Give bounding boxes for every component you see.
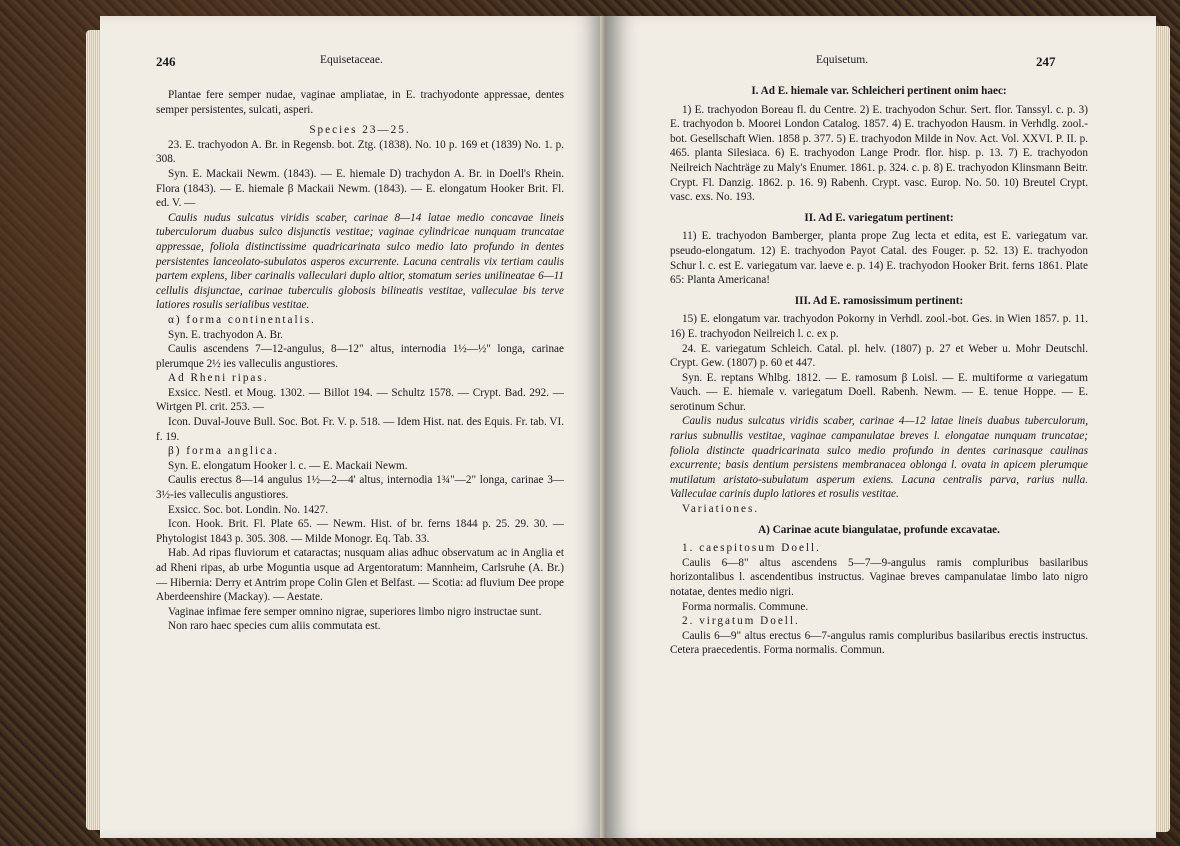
section-heading: II. Ad E. variegatum pertinent: [804,211,954,224]
right-running-head: Equisetum. [816,54,869,66]
section-heading: Species 23—25. [309,124,411,137]
paragraph: Caulis ascendens 7—12-angulus, 8—12" altus, internodia 1½—½" longa, carinae plerumque 2½ ies valleculis angustiores. [156,343,564,370]
paragraph: β) forma anglica. [168,445,279,458]
paragraph: 24. E. variegatum Schleich. Catal. pl. helv. (1807) p. 27 et Weber u. Mohr Deutschl. Crypt. Gew. (1807) p. 60 et 447. [670,342,1088,370]
paragraph: Caulis erectus 8—14 angulus 1½—2—4' altus, internodia 1¾"—2" longa, carinae 3—3½-ies valleculis angustiores. [156,474,564,502]
paragraph: Variationes. [682,503,760,516]
paragraph: Caulis nudus sulcatus viridis scaber, carinae 4—12 latae lineis duabus tuberculorum, rarius subnullis vestitae, vaginae campanulatae breves l. elongatae nunquam truncatae; foliola distincte quadricarinata sulco medio profundo in dentes carinasque caulinas excurrente; basis dentium persistens membranacea oblonga l. ovata in apicem plerumque mutilatum aristato-subulatum asperum exiens. Lacuna centralis parva, rarius nulla. Valleculae carinis duplo latiores et rosulis vestitae. [670,415,1088,501]
paragraph: 15) E. elongatum var. trachyodon Pokorny in Verhdl. zool.-bot. Ges. in Wien 1857. p. 11. 16) E. trachyodon Neilreich l. c. ex p. [670,313,1088,340]
paragraph: Caulis 6—9" altus erectus 6—7-angulus ramis compluribus basilaribus erectis instructus. Cetera praecedentis. Forma normalis. Commun. [670,629,1088,657]
paragraph: Icon. Hook. Brit. Fl. Plate 65. — Newm. Hist. of br. ferns 1844 p. 25. 29. 30. — Phytologist 1843 p. 305. 308. — Milde Monogr. Eq. Tab. 33. [156,518,564,545]
section-heading: A) Carinae acute biangulatae, profunde excavatae. [758,523,1000,536]
left-page-text [156,88,564,634]
right-page-number: 247 [1036,54,1056,69]
paragraph: Ad Rheni ripas. [168,372,269,385]
left-page-number: 246 [156,54,176,69]
paragraph: Forma normalis. Commune. [682,600,809,613]
paragraph: Caulis 6—8" altus ascendens 5—7—9-angulus ramis compluribus basilaribus horizontalibus l. ascendentibus instructus. Vaginae breves campanulatae limbo lato nigro notatae, dentes medio nigri. [670,556,1088,598]
paragraph: 23. E. trachyodon A. Br. in Regensb. bot. Ztg. (1838). No. 10 p. 169 et (1839) No. 1. p. 308. [156,138,564,166]
paragraph: 2. virgatum Doell. [682,615,800,628]
paragraph: 1) E. trachyodon Boreau fl. du Centre. 2) E. trachyodon Schur. Sert. flor. Tanssyl. c. p. 3) E. trachyodon b. Moorei London Catalog. 1857. 4) E. trachyodon Hausm. in Verhdlg. zool.-bot. Gesellschaft Wien. 1858 p. 377. 5) E. trachyodon Milde in Nov. Act. Vol. XXVI. P. II. p. 465. planta Silesiaca. 6) E. trachyodon Lange Prodr. flor. hisp. p. 13. 7) E. trachyodon Neilreich Nachträge zu Maly's Enumer. 1861. p. 324. c. p. 8) E. trachyodon Klinsmann Beitr. Crypt. Fl. Danzig. 1862. p. 16. 9) Rabenh. Crypt. vasc. Europ. No. 50. 10) Breutel Crypt. vasc. exs. No. 193. [670,103,1088,204]
section-heading: III. Ad E. ramosissimum pertinent: [794,294,964,307]
paragraph: Plantae fere semper nudae, vaginae ampliatae, in E. trachyodonte appressae, dentes semper persistentes, sulcati, asperi. [156,89,564,116]
paragraph: Exsicc. Nestl. et Moug. 1302. — Billot 194. — Schultz 1578. — Crypt. Bad. 292. — Wirtgen Pl. crit. 253. — [156,386,564,414]
paragraph: Caulis nudus sulcatus viridis scaber, carinae 8—14 latae medio concavae lineis tuberculorum duabus sulco disjunctis vestitae; vaginae cylindricae nunquam truncatae appressae, foliola distinctissime quadricarinata sulco medio lato profundo in dentes persistentes lanceolato-subulatos asperos excurrente. Lacuna centralis vix tertiam caulis partem explens, liber carinalis valleculari duplo altior, stomatum series unilineatae 6—11 cellulis disjunctae, carinae tuberculis globosis bilineatis vestitae, valleculae bis terve latiores rosulis serialibus vestitae. [156,211,564,312]
open-book [100,16,1156,838]
paragraph: Syn. E. reptans Whlbg. 1812. — E. ramosum β Loisl. — E. multiforme α variegatum Vauch. — E. hiemale v. variegatum Doell. Rabenh. Newm. — E. tenue Hoppe. — E. serotinum Schur. [670,371,1088,413]
paragraph: 11) E. trachyodon Bamberger, planta prope Zug lecta et edita, est E. variegatum var. pseudo-elongatum. 12) E. trachyodon Payot Catal. des Fouger. p. 52. 13) E. trachyodon Schur l. c. est E. variegatum var. laeve e. p. 14) E. trachyodon Hooker Brit. ferns 1861. Plate 65: Planta Americana! [670,230,1088,287]
paragraph: α) forma continentalis. [168,313,316,326]
paragraph: Syn. E. Mackaii Newm. (1843). — E. hiemale D) trachydon A. Br. in Doell's Rhein. Flora (1843). — E. hiemale β Mackaii Newm. (1843). — E. elongatum Hooker Brit. Fl. ed. V. — [156,167,564,210]
paragraph: Hab. Ad ripas fluviorum et cataractas; nusquam alias adhuc observatum ac in Anglia et ad Rheni ripas, ab urbe Moguntia usque ad Argentoratum: Mannheim, Carlsruhe (A. Br.) — Hibernia: Derry et Antrim prope Colin Glen et Belfast. — Scotia: ad fluvium Dee prope Aberdeenshire (Mackay). — Aestate. [156,547,564,604]
left-running-head: Equisetaceae. [320,54,383,66]
paragraph: Exsicc. Soc. bot. Londin. No. 1427. [168,503,329,516]
right-page-text [670,78,1088,658]
paragraph: 1. caespitosum Doell. [682,542,821,555]
paragraph: Non raro haec species cum aliis commutata est. [168,620,381,633]
right-page [606,16,1156,838]
paragraph: Icon. Duval-Jouve Bull. Soc. Bot. Fr. V. p. 518. — Idem Hist. nat. des Equis. Fr. tab. VI. f. 19. [156,416,564,443]
paragraph: Syn. E. elongatum Hooker l. c. — E. Mackaii Newm. [168,459,408,472]
paragraph: Syn. E. trachyodon A. Br. [168,328,283,341]
section-heading: I. Ad E. hiemale var. Schleicheri pertinent onim haec: [751,85,1007,97]
left-page [100,16,606,838]
paragraph: Vaginae infimae fere semper omnino nigrae, superiores limbo nigro instructae sunt. [168,605,542,618]
